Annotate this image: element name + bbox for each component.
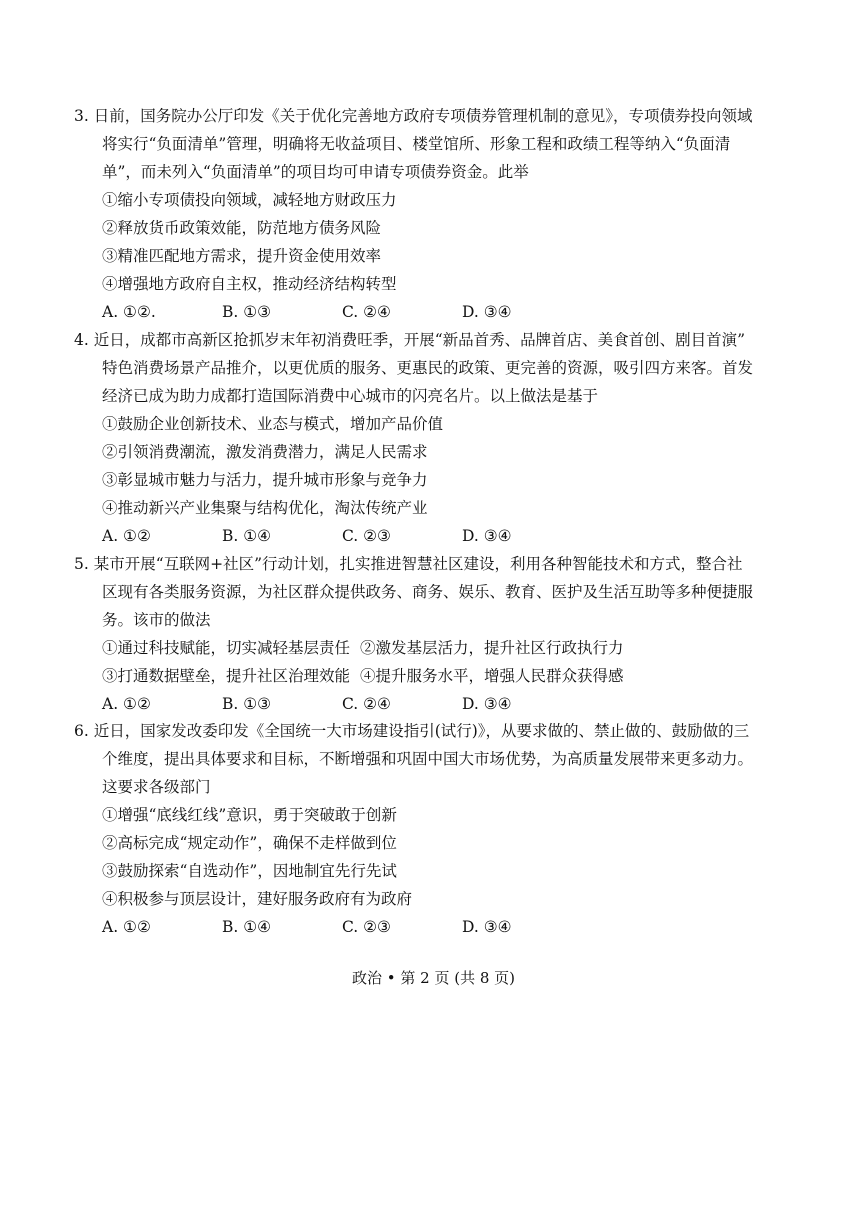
question-4-stem-line: 4. 近日，成都市高新区抢抓岁末年初消费旺季，开展“新品首秀、品牌首店、美食首创、剧目首演” xyxy=(74,331,746,349)
question-4-statement: ③彰显城市魅力与活力，提升城市形象与竞争力 xyxy=(102,471,428,489)
question-5-stem-line: 5. 某市开展“互联网+社区”行动计划，扎实推进智慧社区建设，利用各种智能技术和方式，整合社 xyxy=(74,555,743,573)
question-3-options xyxy=(74,298,734,326)
question-5-statement-row xyxy=(74,662,734,690)
question-6-statement: ①增强“底线红线”意识，勇于突破敢于创新 xyxy=(102,806,397,824)
question-4-statement: ②引领消费潮流，激发消费潜力，满足人民需求 xyxy=(102,443,428,461)
option-a: A. ①② xyxy=(102,527,151,545)
option-a: A. ①② xyxy=(102,918,151,936)
question-5-stem-line: 务。该市的做法 xyxy=(102,611,211,629)
option-d: D. ③④ xyxy=(462,527,512,545)
option-d: D. ③④ xyxy=(462,695,512,713)
question-5-stem-line: 区现有各类服务资源，为社区群众提供政务、商务、娱乐、教育、医护及生活互助等多种便捷服 xyxy=(102,583,754,601)
option-b: B. ①③ xyxy=(222,695,272,713)
question-4 xyxy=(74,326,754,550)
question-6-stem-line: 这要求各级部门 xyxy=(102,778,211,796)
question-3-statement: ③精准匹配地方需求，提升资金使用效率 xyxy=(102,247,382,265)
question-3-stem-line: 单”，而未列入“负面清单”的项目均可申请专项债券资金。此举 xyxy=(102,163,529,181)
question-3-statement: ①缩小专项债投向领域，减轻地方财政压力 xyxy=(102,191,397,209)
question-3-statement: ④增强地方政府自主权，推动经济结构转型 xyxy=(102,275,397,293)
question-6 xyxy=(74,717,754,941)
option-b: B. ①④ xyxy=(222,527,272,545)
question-5-statement: ①通过科技赋能，切实减轻基层责任 xyxy=(102,639,351,657)
option-a: A. ①② xyxy=(102,695,151,713)
question-5-statement-row xyxy=(74,634,734,662)
question-3-stem-line: 3. 日前，国务院办公厅印发《关于优化完善地方政府专项债券管理机制的意见》，专项债券投向领域 xyxy=(74,107,753,125)
page-footer: 政治 • 第 2 页 (共 8 页) xyxy=(351,969,516,987)
question-6-statement: ③鼓励探索“自选动作”，因地制宜先行先试 xyxy=(102,862,397,880)
option-c: C. ②③ xyxy=(342,918,391,936)
question-4-statement: ④推动新兴产业集聚与结构优化，淘汰传统产业 xyxy=(102,499,428,517)
option-d: D. ③④ xyxy=(462,303,512,321)
question-5-statement: ③打通数据壁垒，提升社区治理效能 xyxy=(102,667,351,685)
question-4-options xyxy=(74,522,734,550)
question-6-options xyxy=(74,913,734,941)
option-b: B. ①④ xyxy=(222,918,272,936)
question-6-statement: ④积极参与顶层设计，建好服务政府有为政府 xyxy=(102,890,413,908)
option-c: C. ②③ xyxy=(342,527,391,545)
option-c: C. ②④ xyxy=(342,695,391,713)
option-b: B. ①③ xyxy=(222,303,272,321)
question-3-statement: ②释放货币政策效能，防范地方债务风险 xyxy=(102,219,382,237)
question-3-stem-line: 将实行“负面清单”管理，明确将无收益项目、楼堂馆所、形象工程和政绩工程等纳入“负面清 xyxy=(102,135,731,153)
question-6-stem-line: 6. 近日，国家发改委印发《全国统一大市场建设指引(试行)》，从要求做的、禁止做的、鼓励做的三 xyxy=(74,722,750,740)
question-4-statement: ①鼓励企业创新技术、业态与模式，增加产品价值 xyxy=(102,415,444,433)
option-a: A. ①②. xyxy=(102,303,156,321)
question-4-stem-line: 经济已成为助力成都打造国际消费中心城市的闪亮名片。以上做法是基于 xyxy=(102,387,599,405)
option-d: D. ③④ xyxy=(462,918,512,936)
question-4-stem-line: 特色消费场景产品推介，以更优质的服务、更惠民的政策、更完善的资源，吸引四方来客。首发 xyxy=(102,359,754,377)
option-c: C. ②④ xyxy=(342,303,391,321)
question-5-options xyxy=(74,690,734,718)
question-6-stem-line: 个维度，提出具体要求和目标，不断增强和巩固中国大市场优势，为高质量发展带来更多动力。 xyxy=(102,750,754,768)
question-5-statement: ④提升服务水平，增强人民群众获得感 xyxy=(360,667,624,685)
question-5 xyxy=(74,550,754,718)
question-5-statement: ②激发基层活力，提升社区行政执行力 xyxy=(360,639,624,657)
question-3 xyxy=(74,102,753,326)
question-6-statement: ②高标完成“规定动作”，确保不走样做到位 xyxy=(102,834,397,852)
